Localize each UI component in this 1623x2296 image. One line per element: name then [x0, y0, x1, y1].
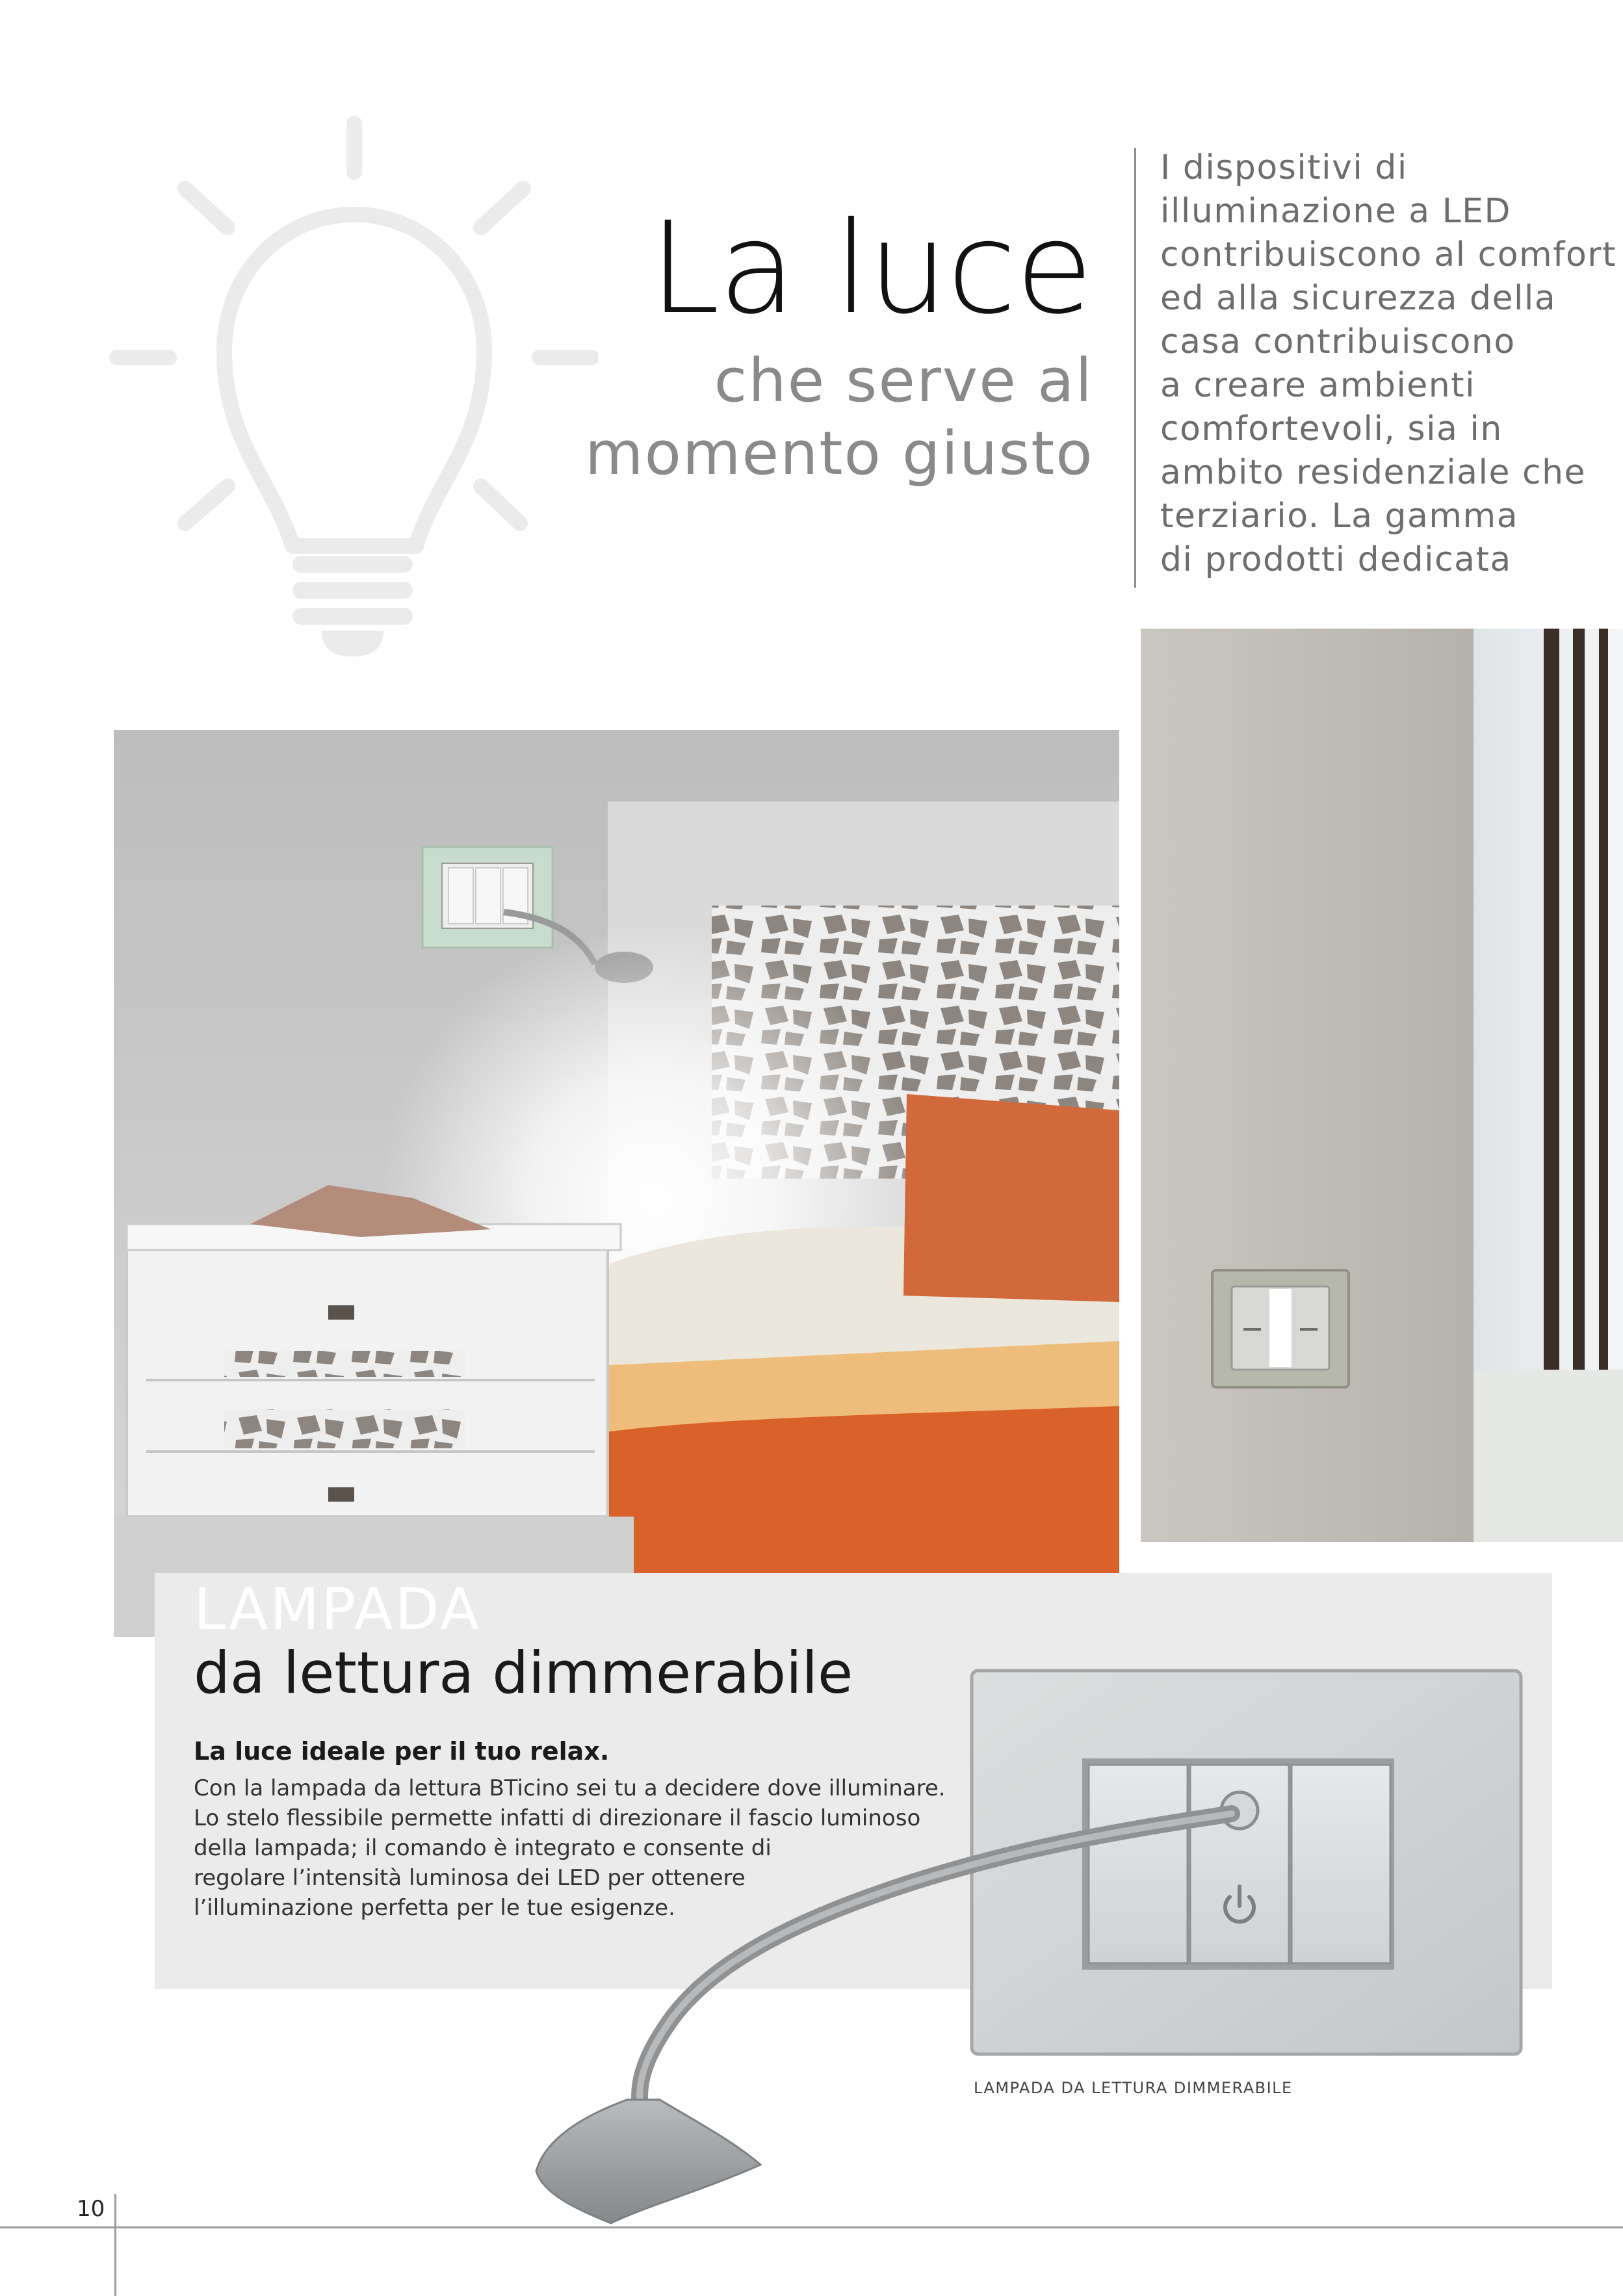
footer-divider [114, 2194, 116, 2296]
body-line: Con la lampada da lettura BTicino sei tu a decidere dove illuminare. [194, 1775, 946, 1801]
intro-line: comfortevoli, sia in [1160, 410, 1503, 449]
body-line: l’illuminazione perfetta per le tue esigenze. [194, 1895, 675, 1921]
body-line: della lampada; il comando è integrato e consente di [194, 1835, 772, 1861]
feature-heading: La luce ideale per il tuo relax. [194, 1737, 610, 1766]
product-caption: LAMPADA DA LETTURA DIMMERABILE [974, 2079, 1293, 2097]
subtitle-line: momento giusto [585, 419, 1094, 488]
intro-line: di prodotti dedicata [1160, 540, 1512, 579]
reading-lamp-product [507, 1651, 1540, 2249]
intro-divider [1134, 148, 1136, 588]
corridor-photo [1141, 629, 1623, 1542]
intro-line: I dispositivi di [1160, 148, 1408, 187]
feature-title: LAMPADA [194, 1576, 482, 1643]
bedroom-photo [114, 730, 1119, 1643]
body-line: Lo stelo flessibile permette infatti di direzionare il fascio luminoso [194, 1805, 921, 1831]
switch-plate [422, 847, 552, 948]
page-number: 10 [77, 2196, 105, 2222]
intro-line: contribuiscono al comfort [1160, 235, 1617, 274]
intro-line: casa contribuiscono [1160, 322, 1516, 361]
intro-line: ed alla sicurezza della [1160, 279, 1557, 318]
wall-switch [1212, 1270, 1349, 1387]
lightbulb-icon [97, 111, 598, 663]
page-subtitle [585, 345, 1093, 490]
intro-line: a creare ambienti [1160, 366, 1476, 405]
subtitle-line: che serve al [714, 346, 1093, 415]
intro-text [1160, 146, 1615, 582]
feature-subtitle: da lettura dimmerabile [194, 1639, 853, 1706]
intro-line: terziario. La gamma [1160, 497, 1519, 536]
footer-rule [0, 2226, 1623, 2228]
page-title: La luce [649, 194, 1092, 342]
intro-line: illuminazione a LED [1160, 192, 1512, 231]
body-line: regolare l’intensità luminosa dei LED per ottenere [194, 1865, 746, 1891]
intro-line: ambito residenziale che [1160, 453, 1587, 492]
